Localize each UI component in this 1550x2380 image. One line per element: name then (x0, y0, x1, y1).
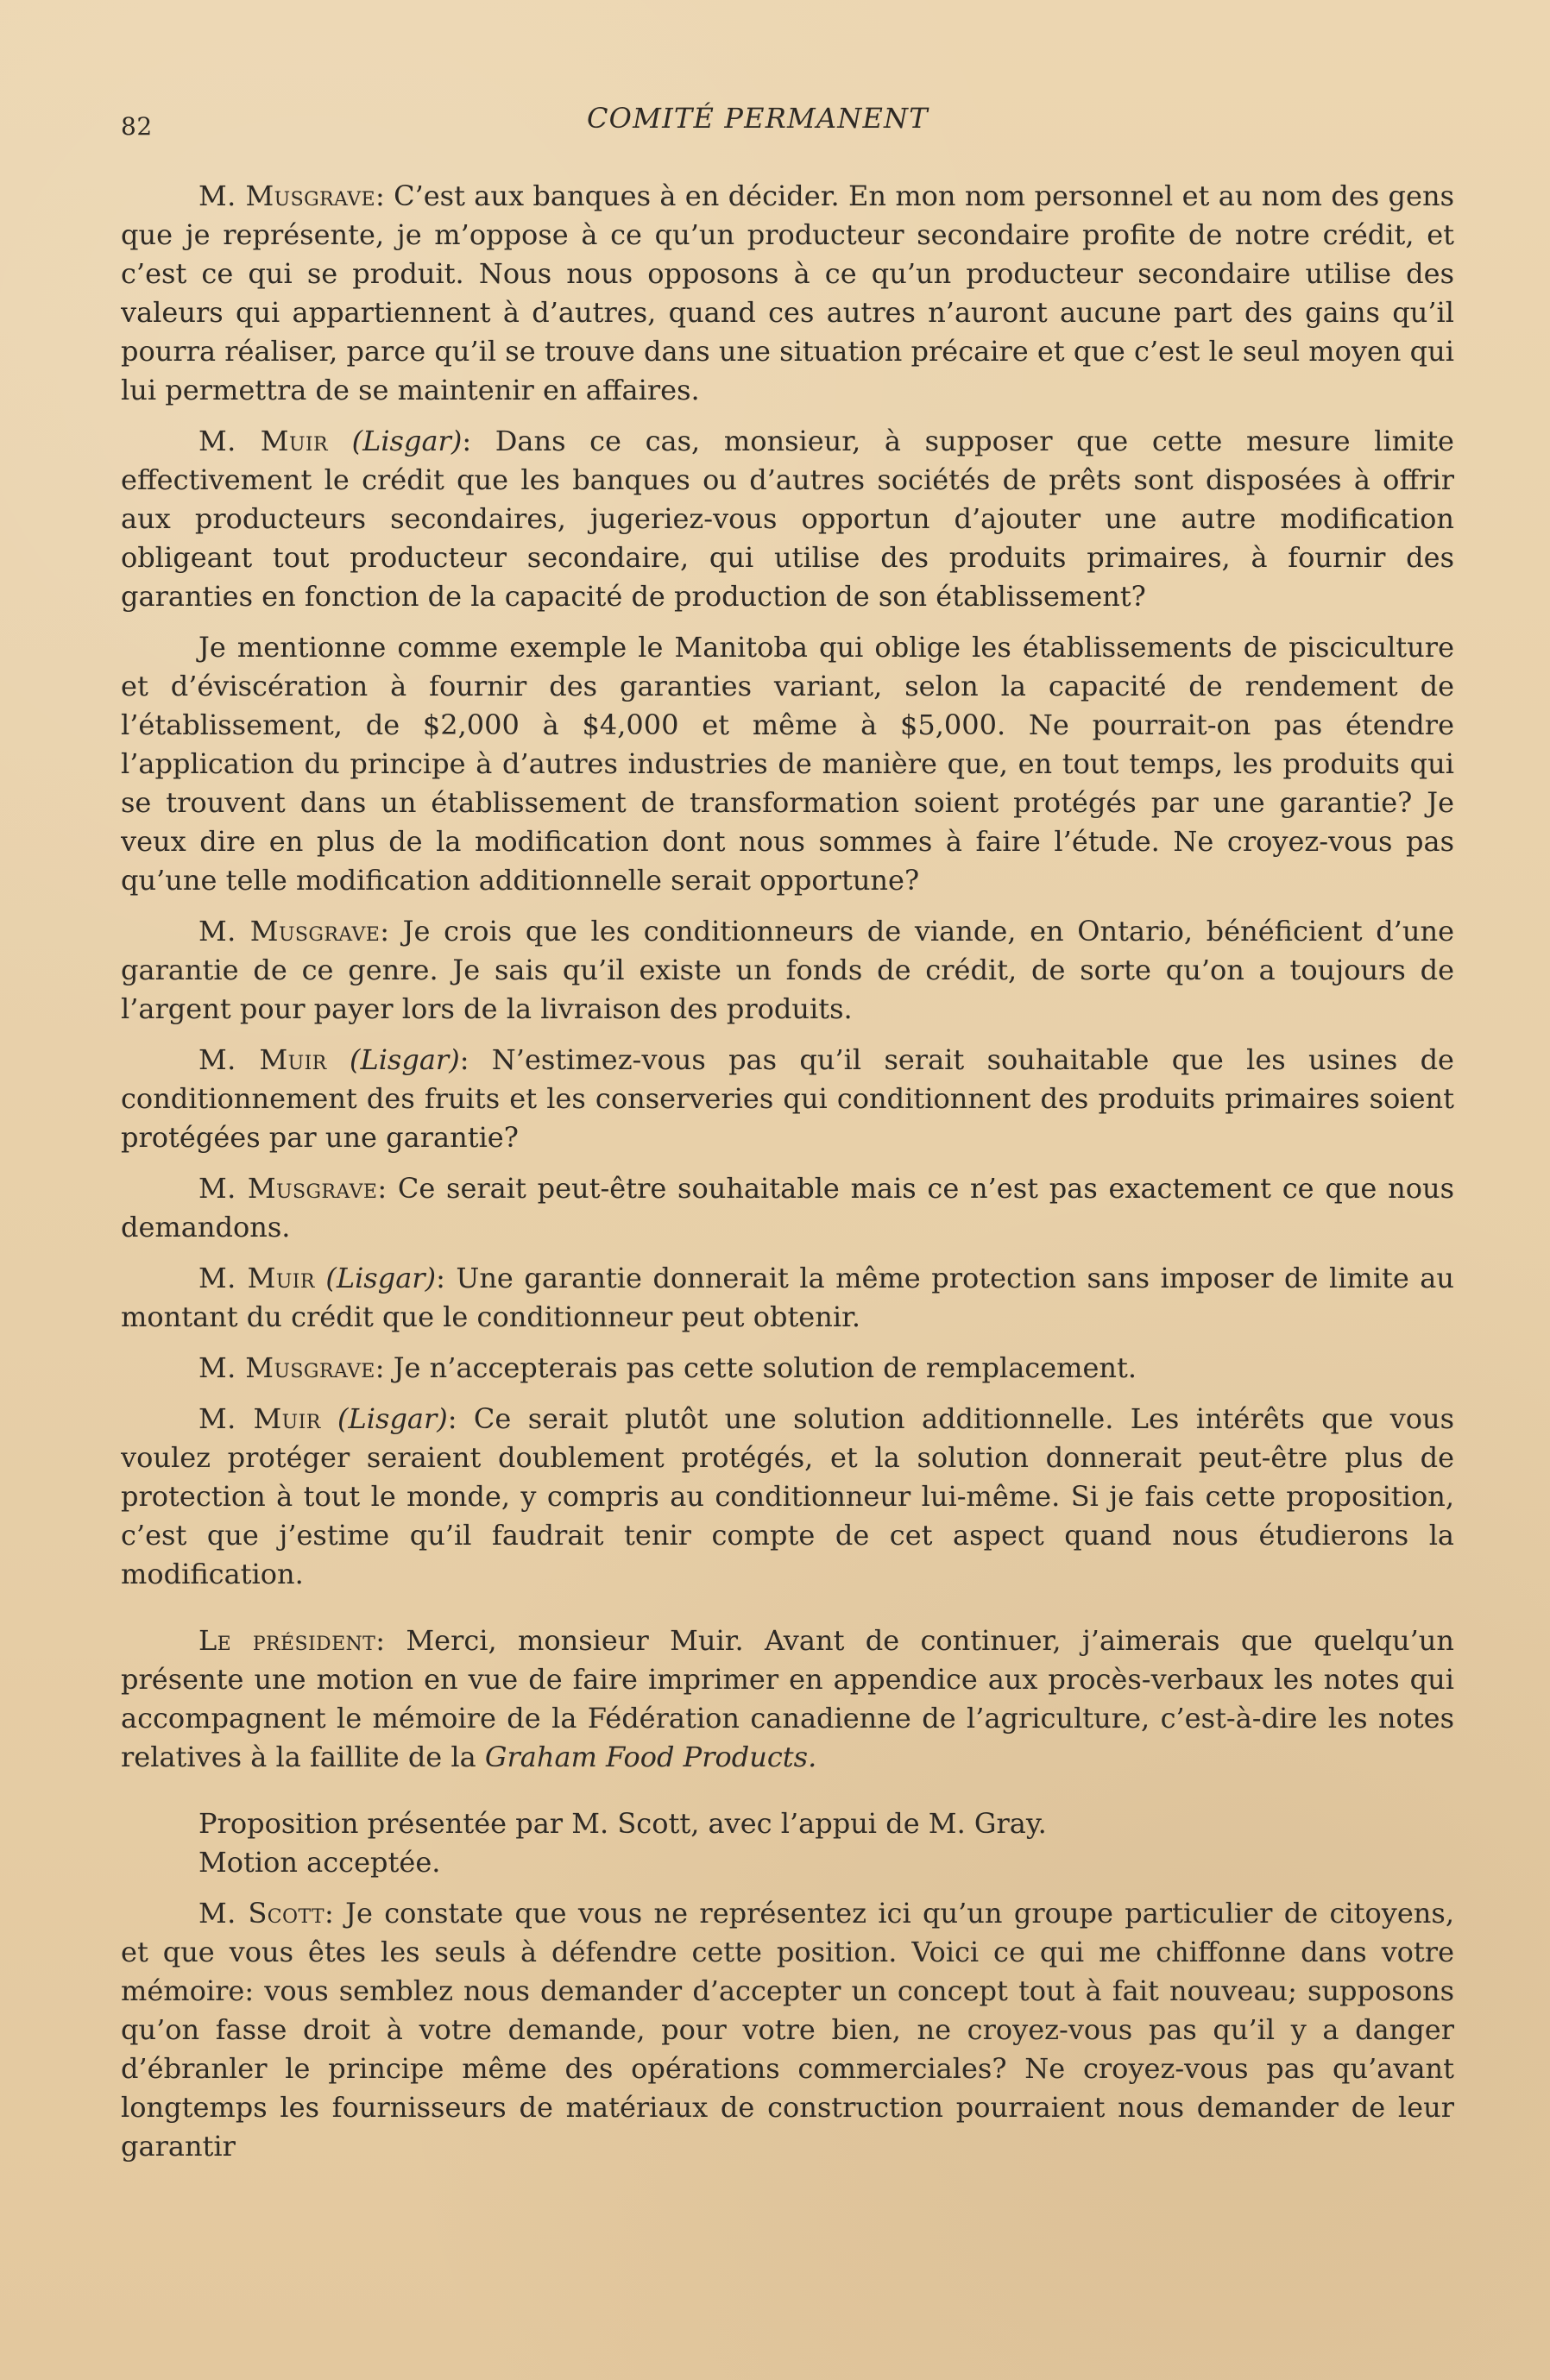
paragraph-musgrave-2 (121, 912, 1454, 1029)
paragraph-motion (121, 1843, 1454, 1882)
speaker-name: M. Musgrave (198, 1172, 378, 1205)
speaker-name: M. Muir (198, 1262, 315, 1294)
paragraph-text: : Une garantie donnerait la même protection sans imposer de limite au montant du crédit que le conditionneur peut obtenir. (121, 1262, 1454, 1333)
paragraph-text: Motion acceptée. (198, 1846, 441, 1879)
paragraph-muir-4 (121, 1400, 1454, 1594)
speaker-name: M. Muir (198, 1402, 321, 1435)
speaker-name: M. Musgrave (198, 179, 375, 212)
paragraph-scott (121, 1894, 1454, 2166)
paragraph-muir-1 (121, 422, 1454, 616)
speaker-name: M. Muir (198, 425, 328, 457)
paragraph-text: : Dans ce cas, monsieur, à supposer que cette mesure limite effectivement le crédit que les banques ou d’autres sociétés de prêts sont disposées à offrir aux producteurs secondaires, jugeriez-vous opportun d’ajouter une autre modification obligeant tout producteur secondaire, qui utilise des produits primaires, à fournir des garanties en fonction de la capacité de production de son établissement? (121, 425, 1454, 613)
speaker-riding: (Lisgar) (337, 1402, 448, 1435)
paragraph-text: Je mentionne comme exemple le Manitoba qui oblige les établissements de pisciculture et d’éviscération à fournir des garanties variant, selon la capacité de rendement de l’établissement, de $2,000 à $4,000 et même à $5,000. Ne pourrait-on pas étendre l’application du principe à d’autres industries de manière que, en tout temps, les produits qui se trouvent dans un établissement de transformation soient protégés par une garantie? Je veux dire en plus de la modification dont nous sommes à faire l’étude. Ne croyez-vous pas qu’une telle modification additionnelle serait opportune? (121, 631, 1454, 897)
paragraph-text: : Je n’accepterais pas cette solution de remplacement. (375, 1351, 1137, 1384)
paragraph-president (121, 1621, 1454, 1777)
paragraph-proposal (121, 1804, 1454, 1843)
paragraph-muir-2 (121, 1041, 1454, 1157)
page-content (121, 177, 1454, 2282)
page-header (121, 95, 1467, 147)
paragraph-text: : C’est aux banques à en décider. En mon nom personnel et au nom des gens que je représente, je m’oppose à ce qu’un producteur secondaire profite de notre crédit, et c’est ce qui se produit. Nous nous opposons à ce qu’un producteur secondaire utilise des valeurs qui appartiennent à d’autres, quand ces autres n’auront aucune part des gains qu’il pourra réaliser, parce qu’il se trouve dans une situation précaire et que c’est le seul moyen qui lui permettra de se maintenir en affaires. (121, 179, 1454, 406)
paragraph-text: Proposition présentée par M. Scott, avec l’appui de M. Gray. (198, 1807, 1047, 1840)
paragraph-text: : Ce serait peut-être souhaitable mais ce n’est pas exactement ce que nous demandons. (121, 1172, 1454, 1244)
paragraph-musgrave-1 (121, 177, 1454, 410)
page-number: 82 (121, 112, 153, 141)
company-name: Graham Food Products. (484, 1741, 817, 1773)
paragraph-text: : Ce serait plutôt une solution additionnelle. Les intérêts que vous voulez protéger seraient doublement protégés, et la solution donnerait peut-être plus de protection à tout le monde, y compris au conditionneur lui-même. Si je fais cette proposition, c’est que j’estime qu’il faudrait tenir compte de cet aspect quand nous étudierons la modification. (121, 1402, 1454, 1590)
paragraph-text: : Je constate que vous ne représentez ici qu’un groupe particulier de citoyens, et que vous êtes les seuls à défendre cette position. Voici ce qui me chiffonne dans votre mémoire: vous semblez nous demander d’accepter un concept tout à fait nouveau; supposons qu’on fasse droit à votre demande, pour votre bien, ne croyez-vous pas qu’il y a danger d’ébranler le principe même des opérations commerciales? Ne croyez-vous pas qu’avant longtemps les fournisseurs de matériaux de construction pourraient nous demander de leur garantir (121, 1897, 1454, 2163)
speaker-name: M. Muir (198, 1043, 327, 1076)
paragraph-musgrave-4 (121, 1349, 1454, 1388)
paragraph-example (121, 628, 1454, 900)
speaker-name: M. Musgrave (198, 915, 381, 948)
speaker-riding: (Lisgar) (351, 425, 463, 457)
speaker-riding: (Lisgar) (349, 1043, 460, 1076)
paragraph-text: : N’estimez-vous pas qu’il serait souhaitable que les usines de conditionnement des fruits et les conserveries qui conditionnent des produits primaires soient protégées par une garantie? (121, 1043, 1454, 1154)
paragraph-text: : Merci, monsieur Muir. Avant de continuer, j’aimerais que quelqu’un présente une motion en vue de faire imprimer en appendice aux procès-verbaux les notes qui accompagnent le mémoire de la Fédération canadienne de l’agriculture, c’est-à-dire les notes relatives à la faillite de la (121, 1624, 1454, 1773)
running-title: COMITÉ PERMANENT (587, 102, 929, 135)
paragraph-musgrave-3 (121, 1169, 1454, 1247)
speaker-riding: (Lisgar) (325, 1262, 437, 1294)
speaker-name: Le président (198, 1624, 376, 1657)
speaker-name: M. Musgrave (198, 1351, 375, 1384)
speaker-name: M. Scott (198, 1897, 325, 1930)
paragraph-text: : Je crois que les conditionneurs de viande, en Ontario, bénéficient d’une garantie de ce genre. Je sais qu’il existe un fonds de crédit, de sorte qu’on a toujours de l’argent pour payer lors de la livraison des produits. (121, 915, 1454, 1025)
paragraph-muir-3 (121, 1259, 1454, 1337)
